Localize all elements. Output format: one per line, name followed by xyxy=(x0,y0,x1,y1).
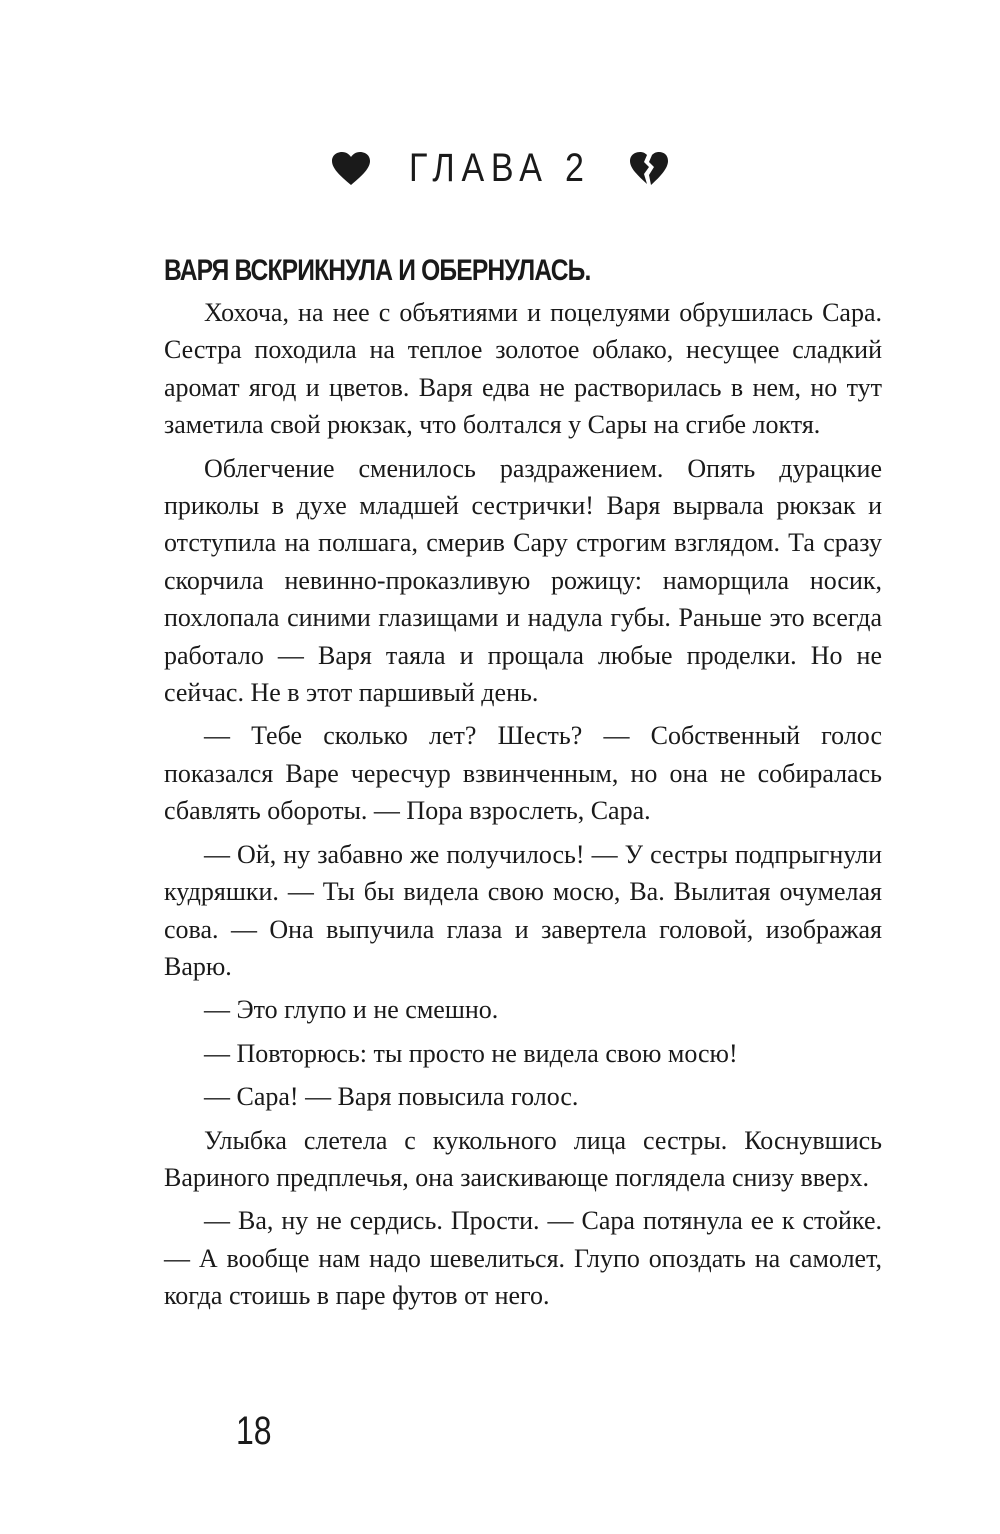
dialogue-paragraph: — Сара! — Варя повысила голос. xyxy=(204,1082,579,1112)
paragraph: Облегчение сменилось раздражением. Опять дурацкие приколы в духе младшей сестрички! Варя вырвала рюкзак и отступила на полшага, смерив Сару строгим взглядом. Та сразу скорчила невинно-проказливую рожицу: наморщила носик, похлопала синими глазищами и надула губы. Раньше это всегда работало — Варя таяла и прощала любые проделки. Но не сейчас. Не в этот паршивый день. xyxy=(164,453,882,708)
paragraph: Хохоча, на нее с объятиями и поцелуями обрушилась Сара. Сестра походила на теплое золотое облако, несущее сладкий аромат ягод и цветов. Варя едва не растворилась в нем, но тут заметила свой рюкзак, что болтался у Сары на сгибе локтя. xyxy=(164,298,882,440)
dialogue-paragraph: — Это глупо и не смешно. xyxy=(204,995,499,1025)
chapter-heading xyxy=(0,146,1000,191)
chapter-lead: ВАРЯ ВСКРИКНУЛА И ОБЕРНУЛАСЬ. xyxy=(164,254,591,287)
broken-heart-icon xyxy=(629,151,669,187)
dialogue-paragraph: — Ва, ну не сердись. Прости. — Сара потянула ее к стойке. — А вообще нам надо шевелиться. Глупо опоздать на самолет, когда стоишь в паре футов от него. xyxy=(164,1206,882,1311)
heart-icon xyxy=(331,151,371,187)
chapter-text xyxy=(164,250,882,1321)
chapter-title: ГЛАВА 2 xyxy=(409,146,591,190)
page-number: 18 xyxy=(236,1409,272,1453)
paragraph: Улыбка слетела с кукольного лица сестры. Коснувшись Вариного предплечья, она заискивающе поглядела снизу вверх. xyxy=(164,1125,882,1192)
dialogue-paragraph: — Повторюсь: ты просто не видела свою мосю! xyxy=(204,1038,738,1068)
dialogue-paragraph: — Тебе сколько лет? Шесть? — Собственный голос показался Варе чересчур взвинченным, но она не собиралась сбавлять обороты. — Пора взрослеть, Сара. xyxy=(164,721,882,826)
dialogue-paragraph: — Ой, ну забавно же получилось! — У сестры подпрыгнули кудряшки. — Ты бы видела свою мосю, Ва. Вылитая очумелая сова. — Она выпучила глаза и завертела головой, изображая Варю. xyxy=(164,839,882,981)
